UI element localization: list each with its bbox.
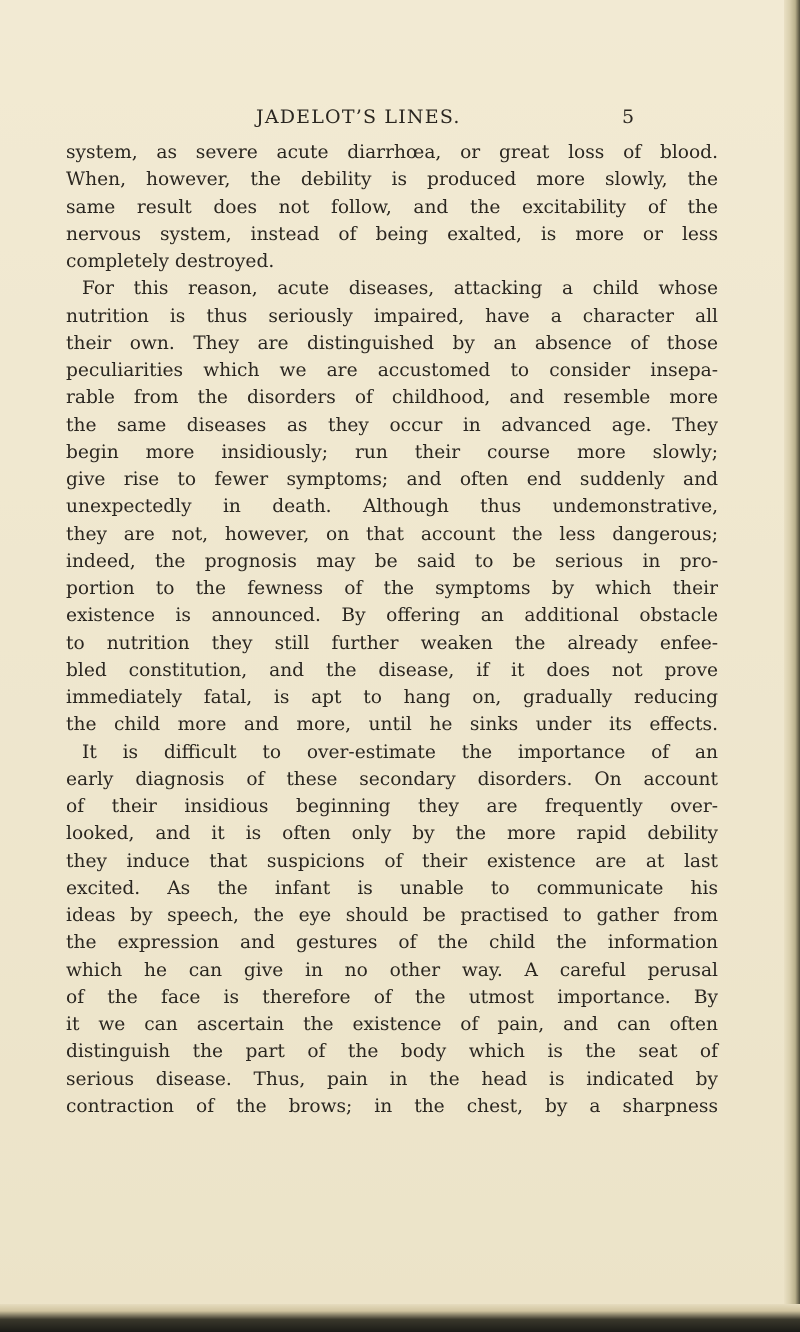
text-line: to nutrition they still further weaken the already enfee- — [66, 632, 718, 654]
text-line: early diagnosis of these secondary disorders. On account — [66, 768, 718, 790]
text-line: nutrition is thus seriously impaired, have a character all — [66, 305, 718, 327]
text-line: serious disease. Thus, pain in the head is indicated by — [66, 1068, 718, 1090]
text-line: excited. As the infant is unable to communicate his — [66, 877, 718, 899]
running-head — [60, 106, 740, 130]
text-line: same result does not follow, and the excitability of the — [66, 196, 718, 218]
text-line: it we can ascertain the existence of pain, and can often — [66, 1014, 718, 1035]
text-line: For this reason, acute diseases, attacking a child whose — [82, 278, 718, 300]
text-line: they are not, however, on that account the less dangerous; — [66, 523, 718, 545]
text-line: completely destroyed. — [66, 251, 275, 272]
text-line: ideas by speech, the eye should be practised to gather from — [66, 905, 718, 926]
text-line: give rise to fewer symptoms; and often end suddenly and — [66, 469, 718, 490]
text-line: their own. They are distinguished by an absence of those — [66, 332, 718, 354]
text-line: the same diseases as they occur in advanced age. They — [66, 414, 718, 436]
text-line: distinguish the part of the body which is the seat of — [66, 1041, 718, 1063]
text-line: peculiarities which we are accustomed to consider insepa- — [66, 360, 718, 381]
text-line: indeed, the prognosis may be said to be serious in pro- — [66, 550, 718, 572]
text-line: they induce that suspicions of their existence are at last — [66, 850, 718, 872]
text-line: which he can give in no other way. A careful perusal — [66, 959, 718, 981]
body-text — [66, 139, 718, 1120]
text-line: existence is announced. By offering an additional obstacle — [66, 605, 718, 627]
running-head-title: JADELOT’S LINES. — [256, 106, 461, 128]
text-line: bled constitution, and the disease, if it does not prove — [66, 659, 718, 681]
text-line: rable from the disorders of childhood, and resemble more — [66, 387, 718, 409]
text-line: begin more insidiously; run their course more slowly; — [66, 441, 718, 463]
text-line: nervous system, instead of being exalted, is more or less — [66, 223, 718, 245]
page-right-edge-shadow — [784, 0, 800, 1332]
text-line: contraction of the brows; in the chest, by a sharpness — [66, 1095, 718, 1117]
text-line: of the face is therefore of the utmost importance. By — [66, 986, 718, 1008]
text-line: system, as severe acute diarrhœa, or great loss of blood. — [66, 142, 718, 163]
text-line: the expression and gestures of the child the information — [66, 932, 718, 954]
text-line: When, however, the debility is produced more slowly, the — [66, 169, 718, 191]
text-line: the child more and more, until he sinks under its effects. — [66, 714, 718, 736]
text-line: of their insidious beginning they are frequently over- — [66, 796, 718, 817]
text-line: immediately fatal, is apt to hang on, gradually reducing — [66, 687, 718, 708]
text-line: portion to the fewness of the symptoms by which their — [66, 578, 718, 599]
text-line: looked, and it is often only by the more rapid debility — [66, 823, 718, 845]
text-line: It is difficult to over-estimate the importance of an — [82, 741, 718, 763]
text-line: unexpectedly in death. Although thus undemonstrative, — [66, 496, 718, 518]
page-number: 5 — [622, 106, 635, 128]
page-bottom-edge-shadow — [0, 1304, 800, 1332]
